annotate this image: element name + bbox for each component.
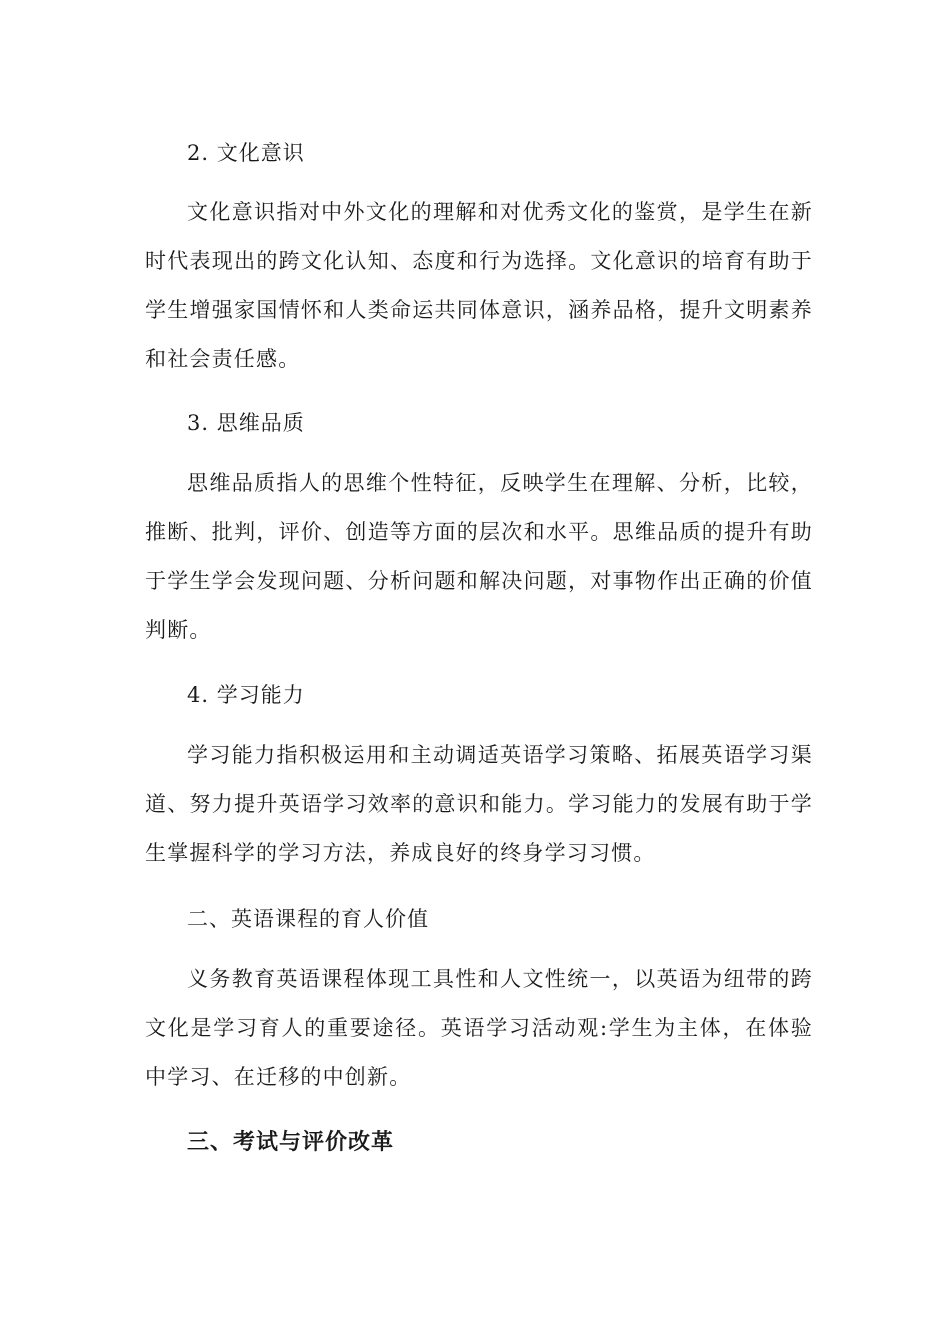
section-heading-educational-value: 二、英语课程的育人价值 bbox=[187, 907, 429, 931]
paragraph-learning-ability: 学习能力指积极运用和主动调适英语学习策略、拓展英语学习渠道、努力提升英语学习效率的意识和能力。学习能力的发展有助于学生掌握科学的学习方法，养成良好的终身学习习惯。 bbox=[145, 743, 813, 865]
paragraph-cultural-awareness: 文化意识指对中外文化的理解和对优秀文化的鉴赏，是学生在新时代表现出的跨文化认知、态度和行为选择。文化意识的培育有助于学生增强家国情怀和人类命运共同体意识，涵养品格，提升文明素养和社会责任感。 bbox=[145, 200, 813, 371]
paragraph-thinking-quality: 思维品质指人的思维个性特征，反映学生在理解、分析，比较，推断、批判，评价、创造等方面的层次和水平。思维品质的提升有助于学生学会发现问题、分析问题和解决问题，对事物作出正确的价值判断。 bbox=[145, 471, 813, 642]
paragraph-educational-value: 义务教育英语课程体现工具性和人文性统一，以英语为纽带的跨文化是学习育人的重要途径。英语学习活动观:学生为主体，在体验中学习、在迁移的中创新。 bbox=[145, 967, 813, 1089]
section-heading-learning-ability: 4. 学习能力 bbox=[187, 683, 305, 707]
section-heading-exam-reform: 三、考试与评价改革 bbox=[187, 1129, 395, 1155]
section-heading-thinking-quality: 3. 思维品质 bbox=[187, 411, 305, 435]
section-heading-cultural-awareness: 2. 文化意识 bbox=[187, 141, 305, 165]
